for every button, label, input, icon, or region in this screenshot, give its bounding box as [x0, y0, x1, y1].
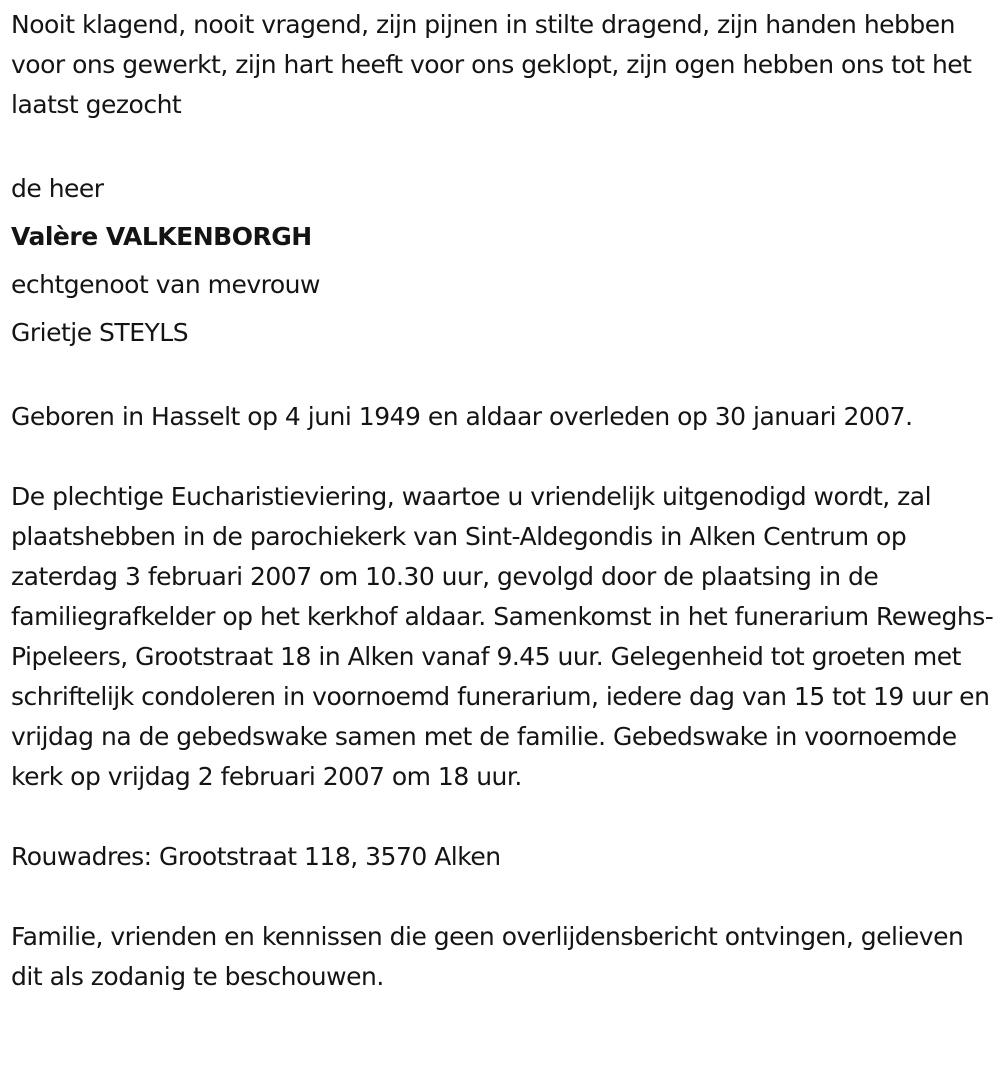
- deceased-name: Valère VALKENBORGH: [11, 222, 312, 251]
- closing-paragraph: Familie, vrienden en kennissen die geen overlijdensbericht ontvingen, gelieven dit als zodanig te beschouwen.: [11, 922, 964, 991]
- address-paragraph: Rouwadres: Grootstraat 118, 3570 Alken: [11, 842, 501, 871]
- intro-paragraph: Nooit klagend, nooit vragend, zijn pijnen in stilte dragend, zijn handen hebben voor ons gewerkt, zijn hart heeft voor ons geklopt, zijn ogen hebben ons tot het laatst gezocht: [11, 10, 972, 119]
- salutation: de heer: [11, 174, 104, 203]
- spacer: [11, 357, 996, 397]
- spouse-name: Grietje STEYLS: [11, 318, 189, 347]
- spouse-label: echtgenoot van mevrouw: [11, 270, 320, 299]
- ceremony-paragraph: De plechtige Eucharistieviering, waartoe u vriendelijk uitgenodigd wordt, zal plaatshebben in de parochiekerk van Sint-Aldegondis in Alken Centrum op zaterdag 3 februari 2007 om 10.30 uur, gevolgd door de plaatsing in de familiegrafkelder op het kerkhof aldaar. Samenkomst in het funerarium Reweghs-Pipeleers, Grootstraat 18 in Alken vanaf 9.45 uur. Gelegenheid tot groeten met schriftelijk condoleren in voornoemd funerarium, iedere dag van 15 tot 19 uur en vrijdag na de gebedswake samen met de familie. Gebedswake in voornoemde kerk op vrijdag 2 februari 2007 om 18 uur.: [11, 482, 994, 791]
- spacer: [11, 125, 996, 165]
- spacer: [11, 437, 996, 477]
- spacer: [11, 797, 996, 837]
- birth-death-paragraph: Geboren in Hasselt op 4 juni 1949 en aldaar overleden op 30 januari 2007.: [11, 402, 913, 431]
- obituary-document: [11, 0, 996, 997]
- spacer: [11, 877, 996, 917]
